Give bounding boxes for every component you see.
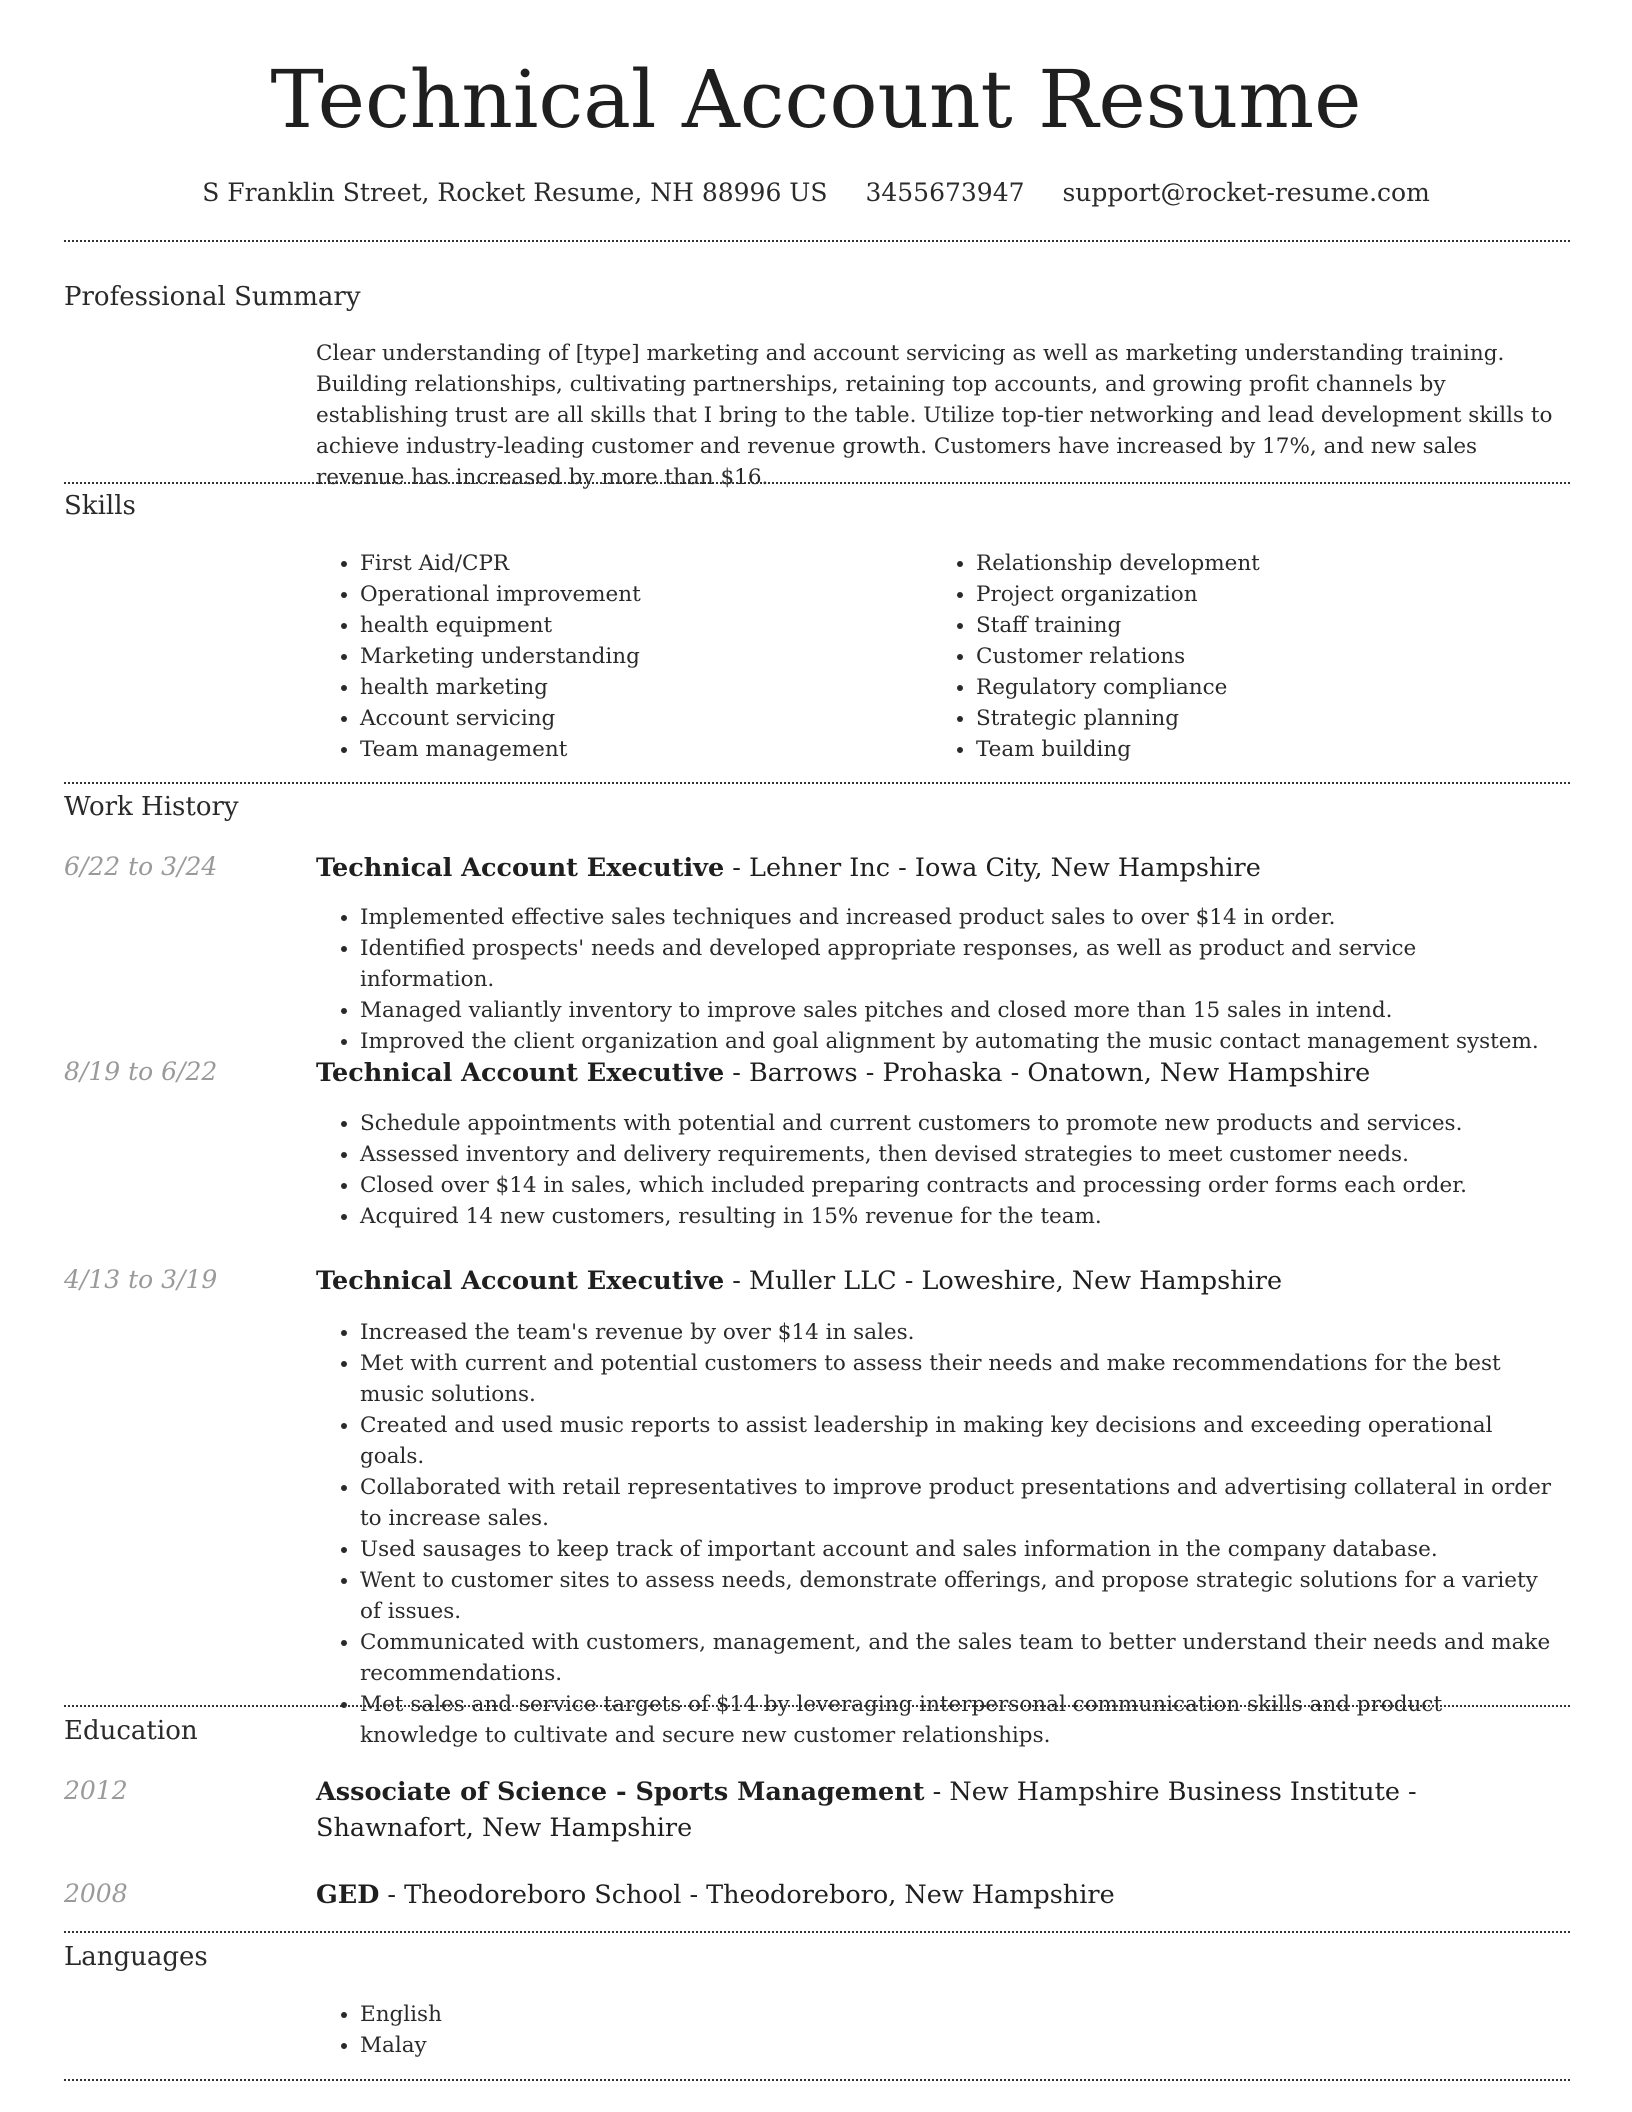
job-bullet: • Identified prospects' needs and developed appropriate responses, as well as product and service information. bbox=[360, 933, 1556, 995]
skill-item: • health marketing bbox=[360, 672, 932, 703]
job-bullet: • Went to customer sites to assess needs, demonstrate offerings, and propose strategic solutions for a variety of issues. bbox=[360, 1565, 1556, 1627]
education-year: 2012 bbox=[64, 1776, 128, 1805]
job-bullet: • Increased the team's revenue by over $14 in sales. bbox=[360, 1317, 1556, 1348]
skill-item: • Staff training bbox=[976, 610, 1548, 641]
education-details: - Theodoreboro School - Theodoreboro, New Hampshire bbox=[379, 1880, 1115, 1910]
job-bullet: • Used sausages to keep track of important account and sales information in the company database. bbox=[360, 1534, 1556, 1565]
job-title bbox=[316, 850, 1556, 886]
divider bbox=[64, 482, 1570, 484]
job-bullet: • Implemented effective sales techniques and increased product sales to over $14 in order. bbox=[360, 902, 1556, 933]
education-year: 2008 bbox=[64, 1879, 128, 1908]
job-dates: 4/13 to 3/19 bbox=[64, 1265, 218, 1294]
job-details: - Lehner Inc - Iowa City, New Hampshire bbox=[724, 853, 1261, 883]
phone: 3455673947 bbox=[865, 178, 1025, 207]
education-degree: GED bbox=[316, 1880, 380, 1910]
job-bullet: • Improved the client organization and goal alignment by automating the music contact management system. bbox=[360, 1026, 1556, 1057]
job-details: - Barrows - Prohaska - Onatown, New Hampshire bbox=[724, 1058, 1371, 1088]
job-dates: 8/19 to 6/22 bbox=[64, 1057, 218, 1086]
divider bbox=[64, 782, 1570, 784]
skills-column-right bbox=[932, 548, 1548, 765]
education-degree: Associate of Science - Sports Management bbox=[316, 1777, 925, 1807]
divider bbox=[64, 1931, 1570, 1933]
job-bullet: • Acquired 14 new customers, resulting in 15% revenue for the team. bbox=[360, 1201, 1556, 1232]
job-bullet: • Schedule appointments with potential and current customers to promote new products and services. bbox=[360, 1108, 1556, 1139]
job-bullet: • Collaborated with retail representatives to improve product presentations and advertising collateral in order to increase sales. bbox=[360, 1472, 1556, 1534]
skill-item: • Regulatory compliance bbox=[976, 672, 1548, 703]
section-title-skills: Skills bbox=[64, 491, 136, 521]
skill-item: • Strategic planning bbox=[976, 703, 1548, 734]
skill-item: • Relationship development bbox=[976, 548, 1548, 579]
job-bullets bbox=[316, 1108, 1556, 1232]
section-title-summary: Professional Summary bbox=[64, 282, 361, 312]
skills-column-left bbox=[316, 548, 932, 765]
section-title-languages: Languages bbox=[64, 1942, 208, 1972]
language-item: • Malay bbox=[360, 2030, 1556, 2061]
skill-item: • Operational improvement bbox=[360, 579, 932, 610]
skill-item: • Marketing understanding bbox=[360, 641, 932, 672]
job-bullets bbox=[316, 902, 1556, 1057]
section-title-work-history: Work History bbox=[64, 792, 239, 822]
skill-item: • First Aid/CPR bbox=[360, 548, 932, 579]
job-bullet: • Communicated with customers, management, and the sales team to better understand their needs and make recommendations. bbox=[360, 1627, 1556, 1689]
job-bullet: • Assessed inventory and delivery requirements, then devised strategies to meet customer needs. bbox=[360, 1139, 1556, 1170]
skill-item: • Project organization bbox=[976, 579, 1548, 610]
divider bbox=[64, 2079, 1570, 2081]
language-item: • English bbox=[360, 1999, 1556, 2030]
skill-item: • health equipment bbox=[360, 610, 932, 641]
job-title bbox=[316, 1263, 1556, 1299]
job-bullet: • Met sales and service targets of $14 by leveraging interpersonal communication skills and product knowledge to cultivate and secure new customer relationships. bbox=[360, 1689, 1556, 1751]
resume-title: Technical Account Resume bbox=[270, 53, 1362, 146]
job-role: Technical Account Executive bbox=[316, 853, 725, 883]
skills-list bbox=[316, 548, 1556, 765]
languages-list bbox=[316, 1999, 1556, 2061]
job-role: Technical Account Executive bbox=[316, 1058, 725, 1088]
email: support@rocket-resume.com bbox=[1062, 178, 1430, 207]
job-bullet: • Managed valiantly inventory to improve sales pitches and closed more than 15 sales in intend. bbox=[360, 995, 1556, 1026]
job-bullet: • Met with current and potential customers to assess their needs and make recommendations for the best music solutions. bbox=[360, 1348, 1556, 1410]
education-details: - New Hampshire Business Institute - Shawnafort, New Hampshire bbox=[316, 1777, 1417, 1843]
divider bbox=[64, 1705, 1570, 1707]
job-bullets bbox=[316, 1317, 1556, 1751]
education-entry bbox=[316, 1877, 1556, 1913]
skill-item: • Account servicing bbox=[360, 703, 932, 734]
job-role: Technical Account Executive bbox=[316, 1266, 725, 1296]
skill-item: • Team management bbox=[360, 734, 932, 765]
section-title-education: Education bbox=[64, 1716, 198, 1746]
job-bullet: • Closed over $14 in sales, which included preparing contracts and processing order forms each order. bbox=[360, 1170, 1556, 1201]
job-title bbox=[316, 1055, 1556, 1091]
job-details: - Muller LLC - Loweshire, New Hampshire bbox=[724, 1266, 1283, 1296]
job-bullet: • Created and used music reports to assist leadership in making key decisions and exceeding operational goals. bbox=[360, 1410, 1556, 1472]
contact-line bbox=[0, 176, 1632, 210]
skill-item: • Team building bbox=[976, 734, 1548, 765]
job-dates: 6/22 to 3/24 bbox=[64, 852, 218, 881]
address: S Franklin Street, Rocket Resume, NH 88996 US bbox=[202, 178, 828, 207]
summary-text: Clear understanding of [type] marketing and account servicing as well as marketing understanding training. Building relationships, cultivating partnerships, retaining top accounts, and growing profit channels by establishing trust are all skills that I bring to the table. Utilize top-tier networking and lead development skills to achieve industry-leading customer and revenue growth. Customers have increased by 17%, and new sales revenue has increased by more than $16. bbox=[316, 341, 1553, 490]
education-entry bbox=[316, 1774, 1556, 1846]
skill-item: • Customer relations bbox=[976, 641, 1548, 672]
divider bbox=[64, 240, 1570, 242]
